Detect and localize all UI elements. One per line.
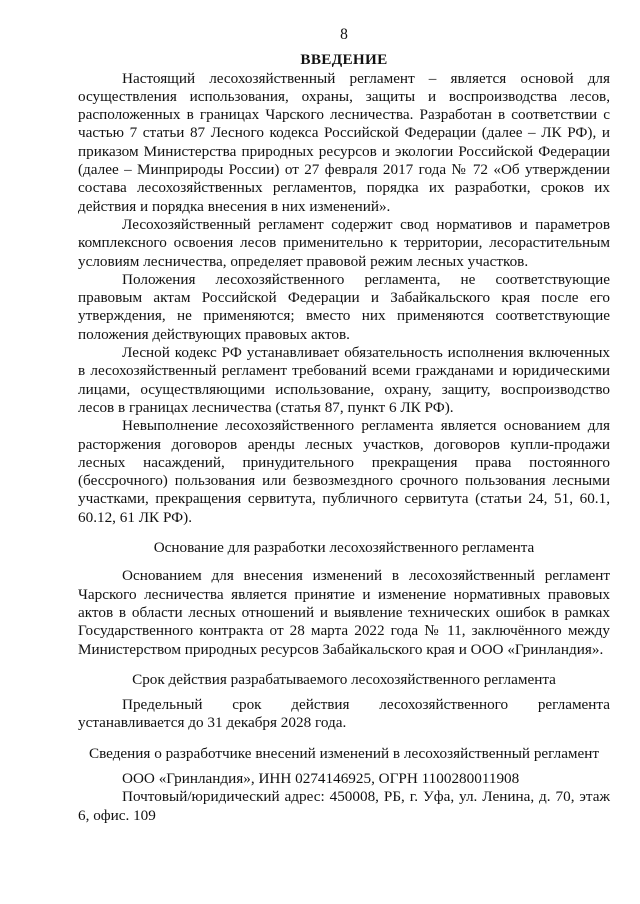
intro-paragraph: Лесохозяйственный регламент содержит свод нормативов и параметров комплексного освоения лесов применительно к территории, лесорастительным условиям лесничества, определяет правовой режим лесных участков. [78, 215, 610, 270]
basis-paragraph: Основанием для внесения изменений в лесохозяйственный регламент Чарского лесничества является принятие и изменение нормативных правовых актов в области лесных отношений и выявление технических ошибок в рамках Государственного контракта от 28 марта 2022 года № 11, заключённого между Министерством природных ресурсов Забайкальского края и ООО «Гринландия». [78, 567, 610, 658]
developer-company: ООО «Гринландия», ИНН 0274146925, ОГРН 1100280011908 [122, 769, 520, 787]
intro-paragraph: Лесной кодекс РФ устанавливает обязательность исполнения включенных в лесохозяйственный регламент требований всеми гражданами и юридическими лицами, осуществляющими использование, охрану, защиту, воспроизводство лесов в границах лесничества (статья 87, пункт 6 ЛК РФ). [78, 344, 610, 416]
page-number: 8 [340, 26, 348, 43]
validity-heading: Срок действия разрабатываемого лесохозяйственного регламента [132, 670, 556, 688]
section-heading: ВВЕДЕНИЕ [300, 51, 388, 69]
basis-heading: Основание для разработки лесохозяйственного регламента [153, 539, 535, 557]
intro-paragraph: Положения лесохозяйственного регламента, не соответствующие правовым актам Российской Федерации и Забайкальского края после его утверждения, не применяются; вместо них применяются соответствующие положения действующих правовых актов. [78, 270, 610, 343]
developer-heading: Сведения о разработчике внесений изменений в лесохозяйственный регламент [88, 744, 600, 762]
intro-paragraph: Настоящий лесохозяйственный регламент – является основой для осуществления использования, охраны, защиты и воспроизводства лесов, расположенных в границах Чарского лесничества. Разработан в соответствии с частью 7 статьи 87 Лесного кодекса Российской Федерации (далее – ЛК РФ), и приказом Министерства природных ресурсов и экологии Российской Федерации (далее – Минприроды России) от 27 февраля 2017 года № 72 «Об утверждении состава лесохозяйственных регламентов, порядка их разработки, сроков их действия и порядка внесения в них изменений». [78, 69, 610, 215]
validity-paragraph: Предельный срок действия лесохозяйственного регламента устанавливается до 31 декабря 2028 года. [78, 696, 610, 732]
document-page [78, 26, 610, 825]
developer-address: Почтовый/юридический адрес: 450008, РБ, г. Уфа, ул. Ленина, д. 70, этаж 6, офис. 109 [78, 788, 610, 824]
intro-paragraph: Невыполнение лесохозяйственного регламента является основанием для расторжения договоров аренды лесных участков, договоров купли-продажи лесных насаждений, принудительного прекращения права постоянного (бессрочного) пользования или безвозмездного срочного пользования лесными участками, прекращения сервитута, публичного сервитута (статьи 24, 51, 60.1, 60.12, 61 ЛК РФ). [78, 417, 610, 526]
